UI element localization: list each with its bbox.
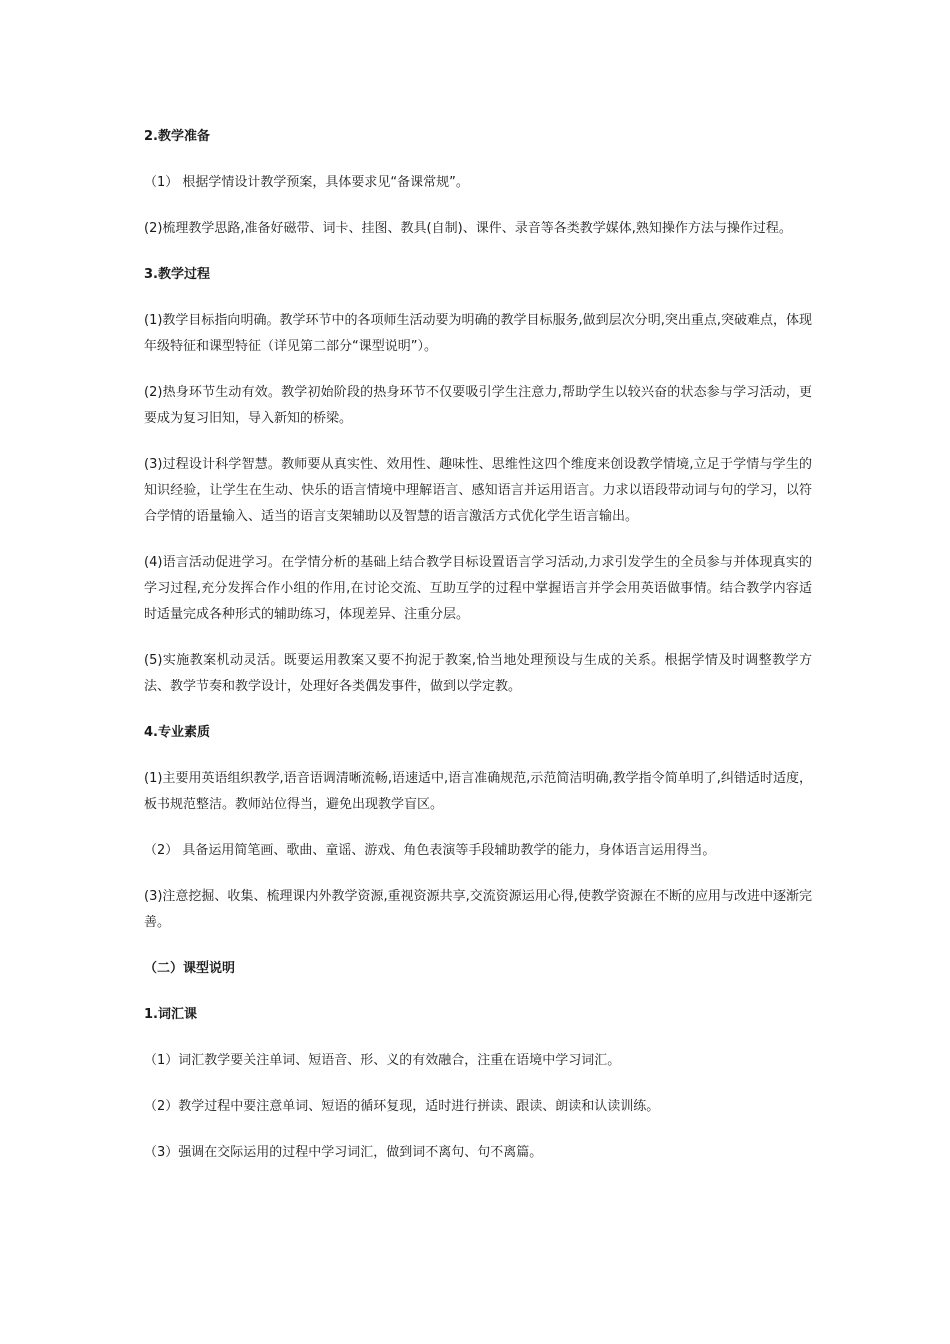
paragraph: （2） 具备运用简笔画、歌曲、童谣、游戏、角色表演等手段辅助教学的能力，身体语言运用得当。	[144, 843, 716, 858]
paragraph: (4)语言活动促进学习。在学情分析的基础上结合教学目标设置语言学习活动,力求引发学生的全员参与并体现真实的学习过程,充分发挥合作小组的作用,在讨论交流、互助互学的过程中掌握语言并学会用英语做事情。结合教学内容适时适量完成各种形式的辅助练习，体现差异、注重分层。	[144, 555, 812, 622]
paragraph: （3）强调在交际运用的过程中学习词汇，做到词不离句、句不离篇。	[144, 1145, 543, 1160]
section-heading-teaching-preparation: 2.教学准备	[144, 129, 210, 144]
paragraph: (3)过程设计科学智慧。教师要从真实性、效用性、趣味性、思维性这四个维度来创设教学情境,立足于学情与学生的知识经验，让学生在生动、快乐的语言情境中理解语言、感知语言并运用语言。力求以语段带动词与句的学习，以符合学情的语量输入、适当的语言支架辅助以及智慧的语言激活方式优化学生语言输出。	[144, 457, 812, 524]
paragraph: (5)实施教案机动灵活。既要运用教案又要不拘泥于教案,恰当地处理预设与生成的关系。根据学情及时调整教学方法、教学节奏和教学设计，处理好各类偶发事件，做到以学定教。	[144, 653, 812, 694]
section-heading-lesson-types: （二）课型说明	[144, 961, 236, 976]
section-heading-teaching-process: 3.教学过程	[144, 267, 210, 282]
paragraph: (1)教学目标指向明确。教学环节中的各项师生活动要为明确的教学目标服务,做到层次分明,突出重点,突破难点，体现年级特征和课型特征（详见第二部分“课型说明”）。	[144, 313, 812, 354]
paragraph: (1)主要用英语组织教学,语音语调清晰流畅,语速适中,语言准确规范,示范简洁明确,教学指令简单明了,纠错适时适度，板书规范整洁。教师站位得当，避免出现教学盲区。	[144, 771, 812, 812]
paragraph: (2)热身环节生动有效。教学初始阶段的热身环节不仅要吸引学生注意力,帮助学生以较兴奋的状态参与学习活动，更要成为复习旧知，导入新知的桥梁。	[144, 385, 812, 426]
section-heading-vocabulary-lesson: 1.词汇课	[144, 1007, 197, 1022]
paragraph: (3)注意挖掘、收集、梳理课内外教学资源,重视资源共享,交流资源运用心得,使教学资源在不断的应用与改进中逐渐完善。	[144, 889, 812, 930]
paragraph: （1）词汇教学要关注单词、短语音、形、义的有效融合，注重在语境中学习词汇。	[144, 1053, 621, 1068]
document-body	[144, 124, 812, 1186]
section-heading-professional-quality: 4.专业素质	[144, 725, 210, 740]
paragraph: （2）教学过程中要注意单词、短语的循环复现，适时进行拼读、跟读、朗读和认读训练。	[144, 1099, 660, 1114]
paragraph: (2)梳理教学思路,准备好磁带、词卡、挂图、教具(自制)、课件、录音等各类教学媒体,熟知操作方法与操作过程。	[144, 221, 792, 236]
paragraph: （1） 根据学情设计教学预案，具体要求见“备课常规”。	[144, 175, 469, 190]
